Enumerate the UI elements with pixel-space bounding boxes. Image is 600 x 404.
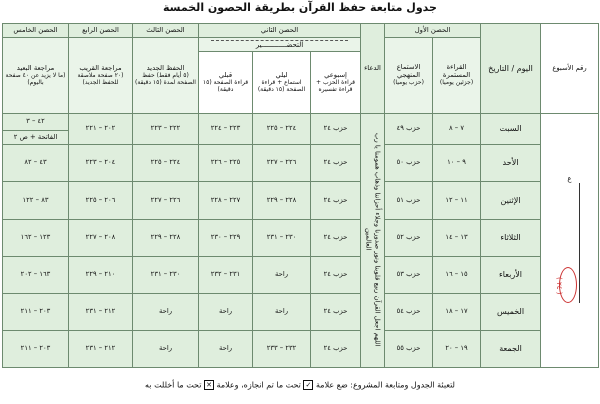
day-label: الإثنين xyxy=(500,195,521,205)
reading-header-sub: (جزئين يوميا) xyxy=(439,79,474,86)
fort1-header: الحصن الأول xyxy=(385,24,481,38)
fort5-cell: ١٢٣ – ١٦٢ xyxy=(3,219,69,256)
nightly-cell: ٢٢٤ – ٢٢٥ xyxy=(253,114,311,145)
day-label: الأحد xyxy=(502,158,519,168)
prep-header-label: التحضــــــــــــير xyxy=(211,40,348,49)
weekly-header-label: إسبوعي xyxy=(324,70,347,79)
legend-text-2: تحت ما تم انجازه، وعلامة xyxy=(216,380,301,390)
day-header xyxy=(481,24,541,114)
day-header-label: اليوم / التاريخ xyxy=(488,63,533,73)
cross-box-icon: ✕ xyxy=(204,380,214,390)
listening-cell: حزب ٥٢ xyxy=(385,219,433,256)
dua-text: اللهم اجعل القرآن ربيع قلوبنا ونور صدورنا وجلاء أحزاننا وذهاب همومنا يا رب العالمين xyxy=(364,132,382,346)
day-label: الثلاثاء xyxy=(500,232,521,242)
reading-cell: ١١ – ١٢ xyxy=(433,182,481,219)
weekly-cell: حزب ٢٤ xyxy=(311,330,361,367)
listening-header xyxy=(385,38,433,114)
fort5-cell: ٢٠٣ – ٢١١ xyxy=(3,293,69,330)
week-header xyxy=(541,24,599,114)
before-cell: ٢٢٥ – ٢٢٦ xyxy=(199,145,253,182)
fort3-cell: ٢٢٨ – ٢٢٩ xyxy=(133,219,199,256)
reading-header xyxy=(433,38,481,114)
fort4-cell: ٢١٠ – ٢٢٩ xyxy=(69,256,133,293)
before-cell: ٢٢٩ – ٢٣٠ xyxy=(199,219,253,256)
fort5-cell: ٨٣ – ١٢٢ xyxy=(3,182,69,219)
fort5-cell: ٤٢ – ٣ xyxy=(3,114,69,131)
legend-text-3: تحت ما أخللت به xyxy=(145,380,202,390)
before-cell: ٢٢٧ – ٢٢٨ xyxy=(199,182,253,219)
nightly-cell: ٢٢٨ – ٢٢٩ xyxy=(253,182,311,219)
legend-footer xyxy=(0,380,600,390)
reading-cell: ١٧ – ١٨ xyxy=(433,293,481,330)
before-header-sub: قراءة الصفحة (١٥ دقيقة) xyxy=(202,78,249,93)
reading-cell: ١٣ – ١٤ xyxy=(433,219,481,256)
weekly-cell: حزب ٢٤ xyxy=(311,182,361,219)
day-cell xyxy=(481,293,541,330)
weekly-cell: حزب ٢٤ xyxy=(311,114,361,145)
weekly-cell: حزب ٢٤ xyxy=(311,256,361,293)
reading-cell: ١٩ – ٢٠ xyxy=(433,330,481,367)
day-cell xyxy=(481,256,541,293)
nightly-cell: ٢٢٦ – ٢٢٧ xyxy=(253,145,311,182)
nightly-header-sub: استماع + قراءة الصفحة (١٥ دقيقة) xyxy=(257,78,306,93)
listening-cell: حزب ٥٥ xyxy=(385,330,433,367)
listening-cell: حزب ٥٣ xyxy=(385,256,433,293)
listening-cell: حزب ٤٩ xyxy=(385,114,433,145)
reading-cell: ٩ – ١٠ xyxy=(433,145,481,182)
day-cell xyxy=(481,330,541,367)
nightly-header-label: ليلي xyxy=(275,70,288,79)
legend-text-1: لتعبئة الجدول ومتابعة المشروع: ضع علامة xyxy=(316,380,455,390)
week-number-badge: ( ٢٤ ) xyxy=(559,267,577,303)
day-cell xyxy=(481,114,541,145)
fort3-cell: ٢٢٤ – ٢٢٥ xyxy=(133,145,199,182)
week-header-label: رقم الأسبوع xyxy=(552,63,587,72)
page-title: جدول متابعة حفظ القرآن بطريقة الحصون الخمسة xyxy=(163,1,437,14)
listening-cell: حزب ٥٠ xyxy=(385,145,433,182)
fort5-cell: ١٦٣ – ٢٠٢ xyxy=(3,256,69,293)
week-divider xyxy=(579,183,580,303)
fort3-new-sub: (٥ أيام فقط) حفظ الصفحة لمدة (١٥ دقيقة) xyxy=(135,71,196,86)
fort4-cell: ٢٠٦ – ٢٢٥ xyxy=(69,182,133,219)
week-glyph: ع xyxy=(567,175,572,184)
fort3-cell: ٢٢٦ – ٢٢٧ xyxy=(133,182,199,219)
fort4-cell: ٢٠٢ – ٢٢١ xyxy=(69,114,133,145)
before-cell: راحة xyxy=(199,293,253,330)
weekly-cell: حزب ٢٤ xyxy=(311,293,361,330)
day-label: الخميس xyxy=(496,306,525,316)
fort4-cell: ٢٠٨ – ٢٢٧ xyxy=(69,219,133,256)
nightly-cell: راحة xyxy=(253,256,311,293)
listening-cell: حزب ٥٤ xyxy=(385,293,433,330)
fort4-cell: ٢١٢ – ٢٣١ xyxy=(69,330,133,367)
fort3-cell: ٢٢٢ – ٢٢٣ xyxy=(133,114,199,145)
dua-header: الدعاء xyxy=(361,24,385,114)
fort5-far-label: مراجعة البعيد xyxy=(16,63,55,72)
fort4-cell: ٢١٢ – ٢٣١ xyxy=(69,293,133,330)
hifz-table xyxy=(2,23,599,368)
listening-header-sub: (حزب يوميا) xyxy=(393,79,424,86)
day-cell xyxy=(481,145,541,182)
weekly-cell: حزب ٢٤ xyxy=(311,219,361,256)
nightly-cell: ٢٣٢ – ٢٣٣ xyxy=(253,330,311,367)
fort5-extra-cell: الفاتحة + ص ٢ xyxy=(3,131,69,145)
nightly-cell: ٢٣٠ – ٢٣١ xyxy=(253,219,311,256)
listening-cell: حزب ٥١ xyxy=(385,182,433,219)
fort4-cell: ٢٠٤ – ٢٢٣ xyxy=(69,145,133,182)
reading-cell: ١٥ – ١٦ xyxy=(433,256,481,293)
before-header xyxy=(199,52,253,114)
before-cell: ٢٢٣ – ٢٢٤ xyxy=(199,114,253,145)
fort3-new-label: الحفظ الجديد xyxy=(146,63,185,72)
listening-header-label: الاستماع المنهجي xyxy=(396,63,421,80)
day-cell xyxy=(481,219,541,256)
fort3-header: الحصن الثالث xyxy=(133,24,199,38)
before-cell: راحة xyxy=(199,330,253,367)
dua-cell xyxy=(361,114,385,368)
fort5-far-header xyxy=(3,38,69,114)
nightly-cell: راحة xyxy=(253,293,311,330)
reading-cell: ٧ – ٨ xyxy=(433,114,481,145)
fort4-header: الحصن الرابع xyxy=(69,24,133,38)
check-box-icon: ✓ xyxy=(303,380,313,390)
before-header-label: قبلي xyxy=(218,70,233,79)
day-label: الأربعاء xyxy=(499,269,522,279)
fort3-cell: ٢٣٠ – ٢٣١ xyxy=(133,256,199,293)
week-cell xyxy=(541,114,599,368)
fort3-cell: راحة xyxy=(133,293,199,330)
fort5-header: الحصن الخامس xyxy=(3,24,69,38)
weekly-header xyxy=(311,52,361,114)
fort4-near-header xyxy=(69,38,133,114)
before-cell: ٢٣١ – ٢٣٢ xyxy=(199,256,253,293)
day-label: الجمعة xyxy=(499,343,522,353)
fort2-header: الحصن الثاني xyxy=(199,24,361,38)
fort4-near-label: مراجعة القريب xyxy=(79,63,122,72)
day-label: السبت xyxy=(499,124,522,134)
prep-header xyxy=(199,38,361,52)
day-cell xyxy=(481,182,541,219)
fort3-cell: راحة xyxy=(133,330,199,367)
fort4-near-sub: (٢٠ صفحة ملاصقة للحفظ الجديد) xyxy=(77,71,124,86)
fort3-new-header xyxy=(133,38,199,114)
fort5-cell: ٤٣ – ٨٢ xyxy=(3,145,69,182)
reading-header-label: القراءة المستمرة xyxy=(442,63,471,80)
nightly-header xyxy=(253,52,311,114)
fort5-far-sub: (ما لا يزيد عن ٤٠ صفحة باليوم) xyxy=(5,71,66,86)
fort5-cell: ٢٠٣ – ٢١١ xyxy=(3,330,69,367)
weekly-header-sub: قراءة الحزب + قراءة تفسيره xyxy=(316,78,355,93)
weekly-cell: حزب ٢٤ xyxy=(311,145,361,182)
